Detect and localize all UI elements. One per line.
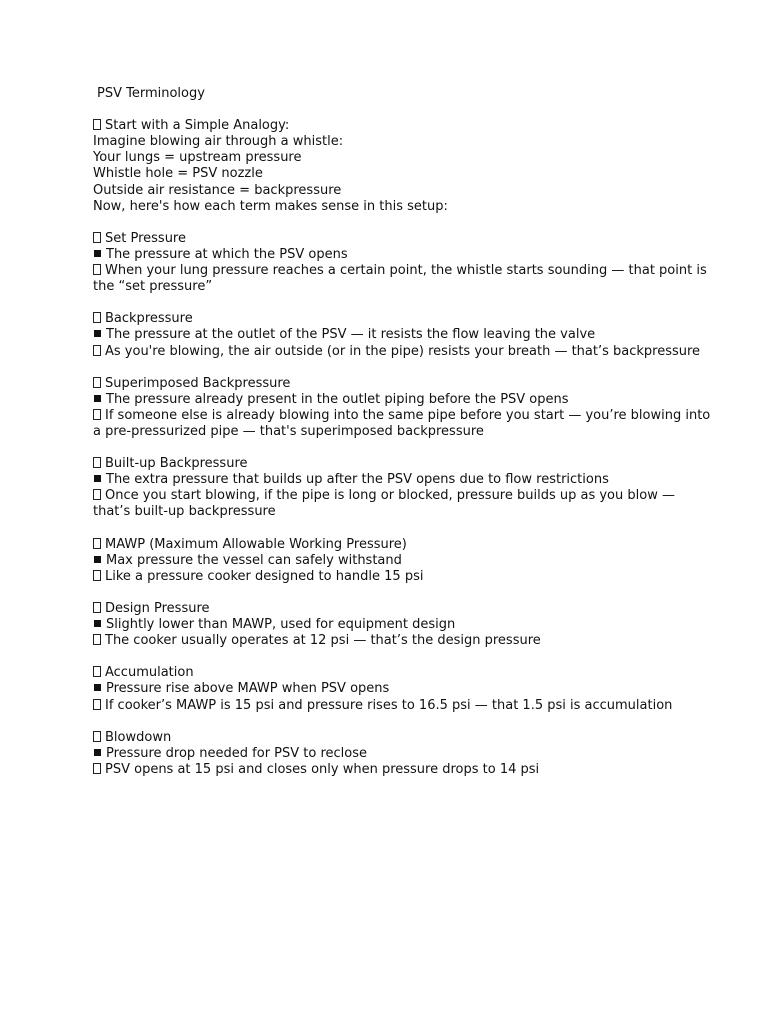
term-example-text: If cooker’s MAWP is 15 psi and pressure rises to 16.5 psi — that 1.5 psi is accumulation	[105, 697, 673, 713]
intro-line: Outside air resistance = backpressure	[93, 182, 342, 198]
term-heading-text: Built-up Backpressure	[105, 456, 248, 472]
missing-glyph-icon	[93, 570, 101, 581]
term-heading-text: Design Pressure	[105, 601, 210, 616]
spacer	[93, 295, 713, 311]
document-title: PSV Terminology	[97, 86, 205, 101]
term-definition-text: Pressure drop needed for PSV to reclose	[106, 745, 368, 761]
term-example	[93, 698, 713, 714]
term-definition	[93, 681, 713, 697]
term-section	[93, 601, 713, 649]
spacer	[93, 521, 713, 537]
spacer	[93, 585, 713, 601]
missing-glyph-icon	[93, 731, 101, 742]
term-example	[93, 344, 713, 360]
spacer	[93, 360, 713, 376]
term-section	[93, 231, 713, 295]
term-definition-text: The pressure already present in the outlet piping before the PSV opens	[106, 391, 569, 407]
term-heading	[93, 537, 713, 553]
term-example	[93, 408, 713, 440]
intro-line: Whistle hole = PSV nozzle	[93, 166, 263, 182]
term-section	[93, 665, 713, 713]
term-example-text: Once you start blowing, if the pipe is long or blocked, pressure builds up as you blow — that’s built-up backpressure	[93, 488, 675, 520]
term-heading	[93, 231, 713, 247]
missing-glyph-icon	[93, 264, 101, 275]
missing-glyph-icon	[93, 457, 101, 468]
term-heading-text: Superimposed Backpressure	[105, 375, 291, 391]
term-heading-text: Accumulation	[105, 665, 194, 681]
square-bullet-icon	[94, 395, 101, 402]
term-definition-text: The extra pressure that builds up after the PSV opens due to flow restrictions	[106, 472, 609, 488]
term-definition	[93, 617, 713, 633]
document-page	[93, 86, 713, 778]
term-section	[93, 376, 713, 440]
term-heading-text: Blowdown	[105, 729, 172, 745]
term-definition-text: Slightly lower than MAWP, used for equipment design	[106, 617, 456, 633]
square-bullet-icon	[94, 250, 101, 257]
missing-glyph-icon	[93, 538, 101, 549]
terms-list	[93, 215, 713, 778]
square-bullet-icon	[94, 475, 101, 482]
term-example	[93, 762, 713, 778]
term-heading	[93, 665, 713, 681]
missing-glyph-icon	[93, 763, 101, 774]
term-definition	[93, 247, 713, 263]
missing-glyph-icon	[93, 602, 101, 613]
square-bullet-icon	[94, 556, 101, 563]
term-example-text: When your lung pressure reaches a certain point, the whistle starts sounding — that point is the “set pressure”	[93, 263, 707, 295]
missing-glyph-icon	[93, 699, 101, 710]
missing-glyph-icon	[93, 377, 101, 388]
intro-line: Imagine blowing air through a whistle:	[93, 134, 344, 150]
square-bullet-icon	[94, 330, 101, 337]
intro-line: Now, here's how each term makes sense in this setup:	[93, 198, 448, 214]
term-heading	[93, 376, 713, 392]
term-heading	[93, 601, 713, 617]
intro-heading	[93, 118, 713, 134]
term-heading-text: Backpressure	[105, 311, 193, 327]
term-heading-text: MAWP (Maximum Allowable Working Pressure)	[105, 536, 407, 552]
term-heading	[93, 456, 713, 472]
missing-glyph-icon	[93, 345, 101, 356]
spacer	[93, 102, 713, 118]
missing-glyph-icon	[93, 232, 101, 243]
term-example	[93, 633, 713, 649]
term-definition	[93, 392, 713, 408]
term-example	[93, 569, 713, 585]
term-heading	[93, 311, 713, 327]
square-bullet-icon	[94, 684, 101, 691]
term-definition-text: Pressure rise above MAWP when PSV opens	[106, 681, 390, 697]
term-example-text: As you're blowing, the air outside (or in the pipe) resists your breath — that’s backpressure	[105, 343, 701, 359]
term-definition	[93, 472, 713, 488]
term-example	[93, 488, 713, 520]
missing-glyph-icon	[93, 312, 101, 323]
term-example	[93, 263, 713, 295]
spacer	[93, 714, 713, 730]
missing-glyph-icon	[93, 666, 101, 677]
square-bullet-icon	[94, 749, 101, 756]
term-definition	[93, 327, 713, 343]
term-definition-text: The pressure at the outlet of the PSV — it resists the flow leaving the valve	[106, 327, 596, 343]
term-example-text: The cooker usually operates at 12 psi — that’s the design pressure	[105, 633, 541, 649]
term-definition	[93, 553, 713, 569]
term-example-text: If someone else is already blowing into the same pipe before you start — you’re blowing into a pre-pressurized pipe — that's superimposed backpressure	[93, 407, 711, 439]
missing-glyph-icon	[93, 634, 101, 645]
missing-glyph-icon	[93, 409, 101, 420]
intro-heading-text: Start with a Simple Analogy:	[105, 118, 290, 134]
term-section	[93, 537, 713, 585]
spacer	[93, 440, 713, 456]
term-definition	[93, 746, 713, 762]
term-example-text: PSV opens at 15 psi and closes only when pressure drops to 14 psi	[105, 761, 540, 777]
intro-line: Your lungs = upstream pressure	[93, 150, 302, 166]
term-section	[93, 456, 713, 520]
term-section	[93, 311, 713, 359]
term-example-text: Like a pressure cooker designed to handle 15 psi	[105, 568, 424, 584]
term-heading	[93, 730, 713, 746]
missing-glyph-icon	[93, 489, 101, 500]
missing-glyph-icon	[93, 119, 101, 130]
square-bullet-icon	[94, 620, 101, 627]
term-heading-text: Set Pressure	[105, 230, 186, 246]
term-definition-text: The pressure at which the PSV opens	[106, 246, 348, 262]
term-definition-text: Max pressure the vessel can safely withstand	[106, 552, 402, 568]
spacer	[93, 649, 713, 665]
spacer	[93, 215, 713, 231]
term-section	[93, 730, 713, 778]
